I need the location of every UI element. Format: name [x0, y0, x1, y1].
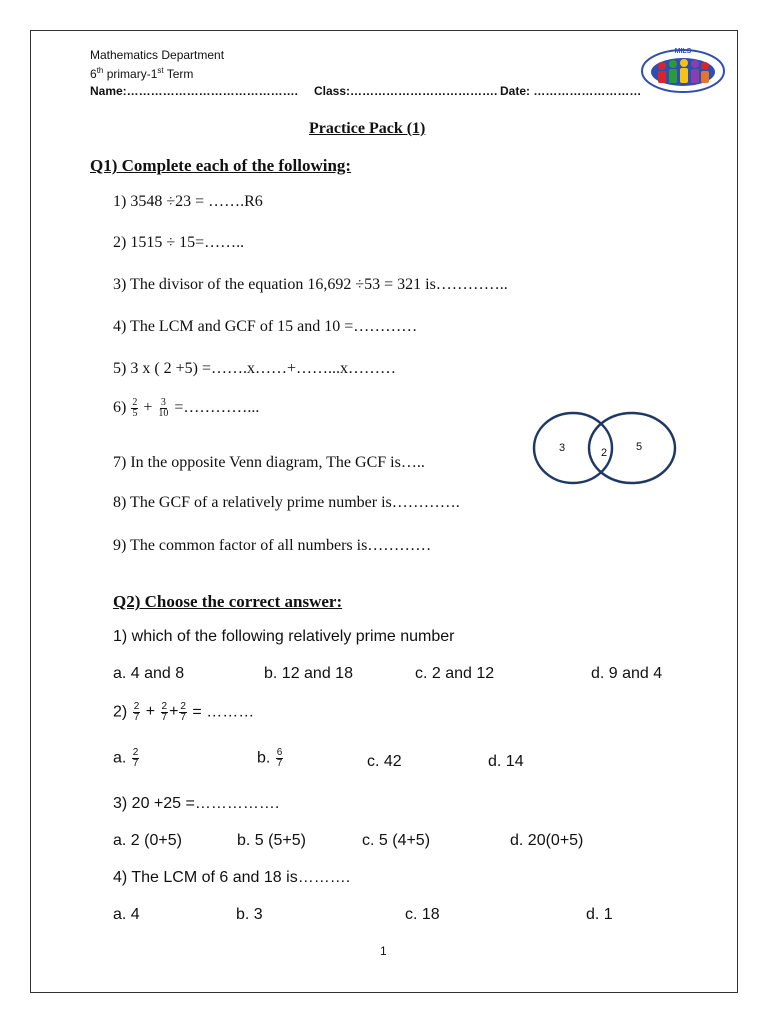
fraction: $\frac{2}{7}$ [180, 701, 186, 723]
q1-item-9: 9) The common factor of all numbers is………… [113, 537, 432, 554]
venn-right-value: 5 [636, 441, 643, 453]
q2-q3-option-c[interactable]: c. 5 (4+5) [362, 832, 431, 849]
q2-q4-option-c[interactable]: c. 18 [405, 906, 440, 923]
fraction: $\frac{3}{10}$ [158, 397, 169, 419]
fraction: $\frac{2}{7}$ [161, 701, 168, 723]
fraction: $\frac{2}{5}$ [132, 397, 138, 419]
q1-heading: Q1) Complete each of the following: [90, 156, 352, 175]
date-field[interactable]: Date: ……………………… [500, 84, 642, 98]
q2-q1-option-b[interactable]: b. 12 and 18 [264, 665, 353, 682]
q2-q1-option-d[interactable]: d. 9 and 4 [591, 665, 663, 682]
q1-item-1: 1) 3548 ÷23 = …….R6 [113, 193, 263, 210]
q2-q3-option-a[interactable]: a. 2 (0+5) [113, 832, 182, 849]
class-field[interactable]: Class:………………………………. [314, 84, 498, 98]
q2-heading: Q2) Choose the correct answer: [113, 592, 343, 611]
q1-item-8: 8) The GCF of a relatively prime number is…………. [113, 494, 460, 511]
q2-q4-option-b[interactable]: b. 3 [236, 906, 263, 923]
q2-q2-option-a[interactable]: a. $\frac{2}{7}$ [113, 747, 139, 769]
venn-center-value: 2 [601, 447, 608, 459]
q2-q3-option-b[interactable]: b. 5 (5+5) [237, 832, 306, 849]
venn-diagram [528, 410, 680, 490]
school-logo [640, 44, 726, 96]
fraction: $\frac{6}{7}$ [276, 747, 283, 769]
name-field[interactable]: Name:……………………………………. [90, 84, 299, 98]
q2-q2-option-d[interactable]: d. 14 [488, 753, 524, 770]
q2-q2-option-b[interactable]: b. $\frac{6}{7}$ [257, 747, 283, 769]
q1-item-2: 2) 1515 ÷ 15=…….. [113, 234, 245, 251]
q1-item-6: 6) $\frac{2}{5}$ + $\frac{3}{10}$ =…………... [113, 397, 260, 419]
q2-q1-option-c[interactable]: c. 2 and 12 [415, 665, 495, 682]
q1-item-4: 4) The LCM and GCF of 15 and 10 =………… [113, 318, 418, 335]
page-title: Practice Pack (1) [309, 120, 426, 137]
q2-question-3: 3) 20 +25 =……………. [113, 795, 280, 812]
q1-item-5: 5) 3 x ( 2 +5) =…….x……+……...x……… [113, 360, 397, 377]
q1-item-7: 7) In the opposite Venn diagram, The GCF is….. [113, 454, 425, 471]
q2-question-4: 4) The LCM of 6 and 18 is………. [113, 869, 351, 886]
fraction: $\frac{2}{7}$ [132, 747, 139, 769]
page-number: 1 [380, 944, 387, 958]
q2-q4-option-d[interactable]: d. 1 [586, 906, 613, 923]
fraction: $\frac{2}{7}$ [133, 701, 140, 723]
q2-q4-option-a[interactable]: a. 4 [113, 906, 140, 923]
q2-q1-option-a[interactable]: a. 4 and 8 [113, 665, 185, 682]
grade-term-label: 6th primary-1st Term [90, 66, 194, 81]
q2-question-1: 1) which of the following relatively prime number [113, 628, 455, 645]
q2-q3-option-d[interactable]: d. 20(0+5) [510, 832, 584, 849]
q2-question-2: 2) $\frac{2}{7}$ + $\frac{2}{7}$ + $\frac{2}{7}$ = ……… [113, 701, 255, 723]
venn-left-value: 3 [559, 442, 566, 454]
logo-text-top: MILS [674, 48, 692, 55]
q1-item-3: 3) The divisor of the equation 16,692 ÷53 = 321 is………….. [113, 276, 508, 293]
department-label: Mathematics Department [90, 48, 225, 62]
q2-q2-option-c[interactable]: c. 42 [367, 753, 402, 770]
